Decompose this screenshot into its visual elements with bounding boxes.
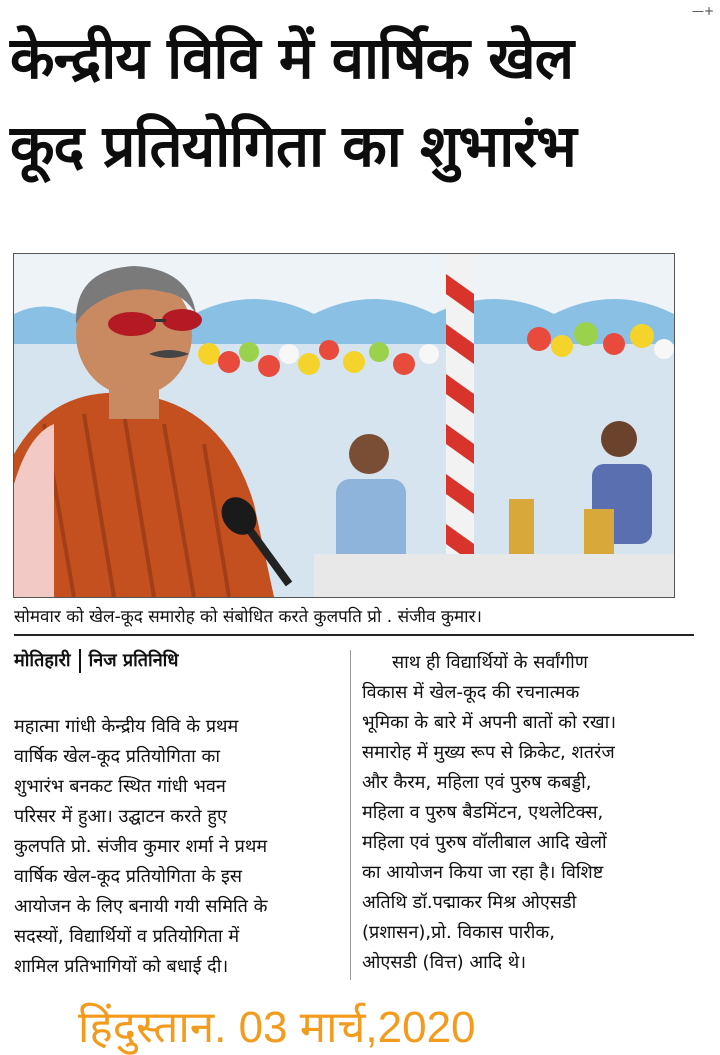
headline — [10, 14, 710, 190]
article-column-left — [14, 712, 340, 982]
article-line: महात्मा गांधी केन्द्रीय विवि के प्रथम — [14, 716, 239, 737]
news-photo-illustration — [14, 254, 674, 597]
headline-line-2: कूद प्रतियोगिता का शुभारंभ — [10, 112, 576, 180]
article-line: ओएसडी (वित्त) आदि थे। — [362, 952, 527, 973]
article-line: का आयोजन किया जा रहा है। विशिष्ट — [362, 862, 604, 883]
article-line: कुलपति प्रो. संजीव कुमार शर्मा ने प्रथम — [14, 836, 268, 857]
article-line: वार्षिक खेल-कूद प्रतियोगिता का — [14, 746, 220, 767]
article-line: परिसर में हुआ। उद्घाटन करते हुए — [14, 806, 227, 827]
news-photo — [13, 253, 675, 598]
article-line: वार्षिक खेल-कूद प्रतियोगिता के इस — [14, 866, 243, 887]
article-line: भूमिका के बारे में अपनी बातों को रखा। — [362, 712, 617, 733]
reporter-credit: निज प्रतिनिधि — [88, 650, 179, 671]
article-line: और कैरम, महिला एवं पुरुष कबड्डी, — [362, 772, 592, 793]
article-line: (प्रशासन),प्रो. विकास पारीक, — [362, 922, 555, 943]
article-line: महिला एवं पुरुष वॉलीबाल आदि खेलों — [362, 832, 607, 853]
byline-separator — [79, 649, 81, 673]
headline-line-1: केन्द्रीय विवि में वार्षिक खेल — [10, 24, 574, 92]
dateline-place: मोतिहारी — [14, 650, 71, 671]
article-column-right — [362, 648, 680, 978]
photo-caption: सोमवार को खेल-कूद समारोह को संबोधित करते कुलपति प्रो . संजीव कुमार। — [14, 602, 694, 636]
registration-mark: —+ — [691, 4, 714, 18]
article-line: अतिथि डॉ.पद्माकर मिश्र ओएसडी — [362, 892, 577, 913]
article-line: विकास में खेल-कूद की रचनात्मक — [362, 682, 580, 703]
article-line: साथ ही विद्यार्थियों के सर्वांगीण — [392, 652, 588, 673]
article-line: महिला व पुरुष बैडमिंटन, एथलेटिक्स, — [362, 802, 604, 823]
article-line: शामिल प्रतिभागियों को बधाई दी। — [14, 956, 229, 977]
article-line: शुभारंभ बनकट स्थित गांधी भवन — [14, 776, 226, 797]
source-date-stamp: हिंदुस्तान. 03 मार्च,2020 — [78, 1003, 476, 1052]
column-divider — [350, 650, 351, 980]
byline — [14, 647, 178, 675]
article-line: सदस्यों, विद्यार्थियों व प्रतियोगिता में — [14, 926, 240, 947]
article-line: आयोजन के लिए बनायी गयी समिति के — [14, 896, 268, 917]
article-line: समारोह में मुख्य रूप से क्रिकेट, शतरंज — [362, 742, 615, 763]
